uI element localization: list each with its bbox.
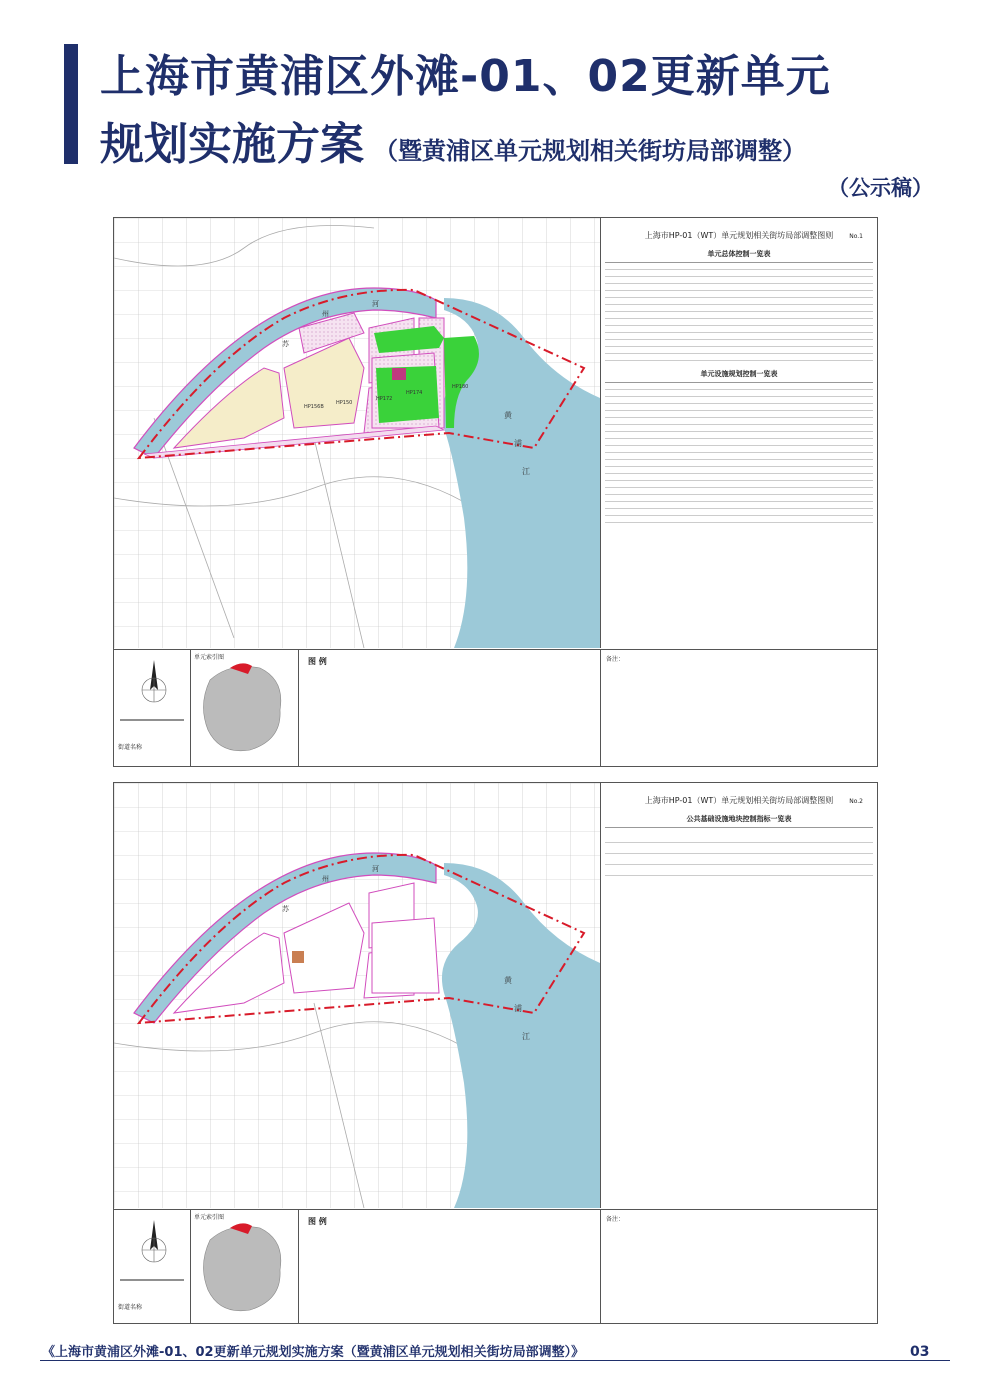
creek-label-2: 州: [322, 310, 329, 318]
page-number: 03: [910, 1344, 930, 1360]
draft-status-label: （公示稿）: [828, 176, 933, 200]
block-label-hp156b: HP156B: [304, 404, 324, 410]
notes-label-2: 备注：: [606, 1216, 625, 1223]
control-panel-1: [601, 218, 877, 648]
creek2-label-3: 河: [372, 865, 379, 873]
page-footer-title: 《上海市黄浦区外滩-01、02更新单元规划实施方案（暨黄浦区单元规划相关街坊局部调整）》: [42, 1345, 585, 1360]
creek-label-3: 河: [372, 300, 379, 308]
sheet-number-1: No.1: [849, 233, 863, 240]
legend-title-2: 图 例: [308, 1217, 327, 1226]
table-title-facility: 单元设施规划控制一览表: [700, 370, 778, 378]
table-infrastructure: [605, 827, 873, 876]
legend-title-1: 图 例: [308, 657, 327, 666]
plan-map-1: [114, 218, 601, 648]
compass-box-1: [114, 650, 191, 767]
block-label-hp172: HP172: [376, 396, 393, 402]
block-label-hp180: HP180: [452, 384, 469, 390]
plan-map-2: [114, 783, 601, 1208]
block-label-hp150: HP150: [336, 400, 353, 406]
page-title-line-2: [100, 108, 806, 172]
unit-index-map-1: [190, 650, 299, 767]
notes-label-1: 备注：: [606, 656, 625, 663]
sheet-footer-1: [114, 649, 877, 767]
legend-1: [298, 650, 601, 767]
title-accent-bar: [64, 44, 78, 164]
street-name-label-1: 街道名称: [118, 744, 143, 751]
table-overall-control: [605, 262, 873, 361]
river-label-2: 浦: [514, 439, 522, 448]
notes-1: [600, 650, 877, 767]
page-title-line-1: 上海市黄浦区外滩-01、02更新单元: [100, 51, 831, 102]
panel-title-1: 上海市HP-01（WT）单元规划相关街坊局部调整图则: [644, 231, 834, 240]
footer-divider: [40, 1360, 950, 1361]
page-title-subtitle: （暨黄浦区单元规划相关街坊局部调整）: [374, 137, 806, 165]
notes-2: [600, 1210, 877, 1323]
block-label-hp174: HP174: [406, 390, 423, 396]
street-name-label-2: 街道名称: [118, 1304, 143, 1311]
page-title-main: 规划实施方案: [100, 119, 364, 170]
unit-index-map-2: [190, 1210, 299, 1323]
facility-marker: [392, 368, 406, 380]
sheet-footer-2: [114, 1209, 877, 1323]
creek2-label-2: 州: [322, 875, 329, 883]
legend-2: [298, 1210, 601, 1323]
control-panel-2: [601, 783, 877, 1208]
river2-label-3: 江: [522, 1032, 530, 1041]
compass-box-2: [114, 1210, 191, 1323]
plan-sheet-2: [113, 782, 878, 1324]
index-map-label-2: 单元索引图: [194, 1214, 225, 1221]
river2-label-2: 浦: [514, 1004, 522, 1013]
plan-sheet-1: [113, 217, 878, 767]
sheet-number-2: No.2: [849, 798, 863, 805]
creek-label-1: 苏: [282, 340, 289, 348]
panel-title-2: 上海市HP-01（WT）单元规划相关街坊局部调整图则: [644, 796, 834, 805]
table-title-infrastructure: 公共基础设施地块控制指标一览表: [686, 815, 792, 823]
river2-label-1: 黄: [504, 976, 512, 985]
index-map-label-1: 单元索引图: [194, 654, 225, 661]
table-facility-control: [605, 382, 873, 523]
river-label-3: 江: [522, 467, 530, 476]
creek2-label-1: 苏: [282, 905, 289, 913]
river-label-1: 黄: [504, 411, 512, 420]
table-title-overall: 单元总体控制一览表: [707, 250, 771, 258]
facility-plot-marker: [292, 951, 304, 963]
